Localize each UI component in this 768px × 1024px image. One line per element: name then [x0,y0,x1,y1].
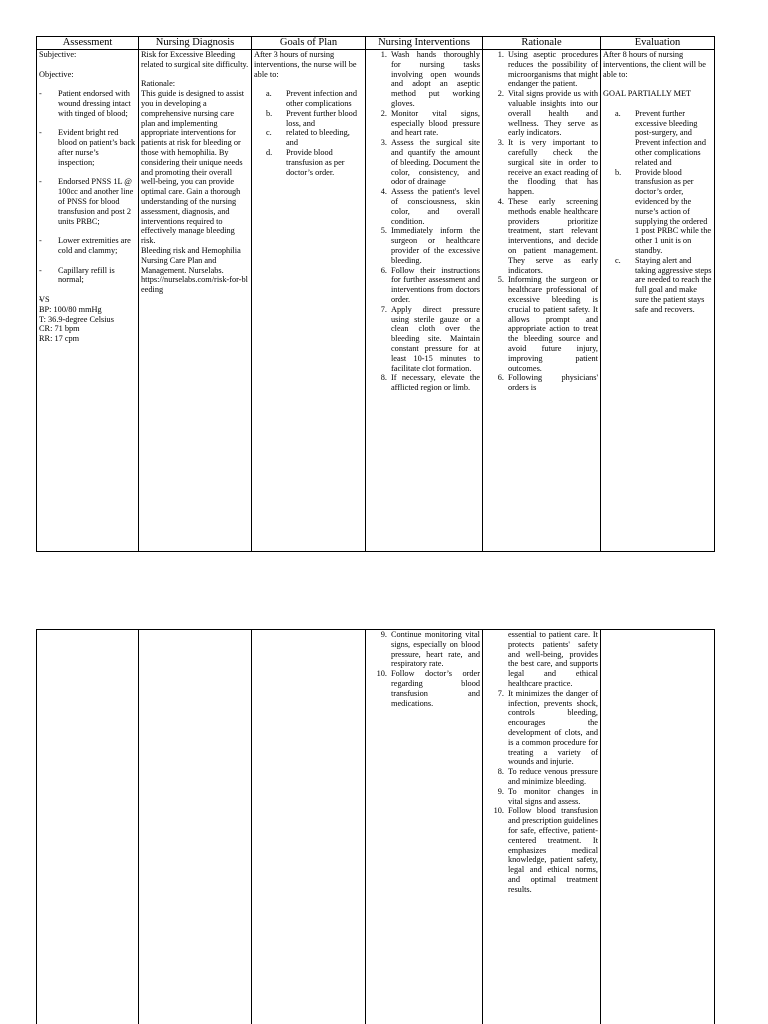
interventions-cell [366,50,483,552]
list-item: 3. It is very important to carefully check the surgical site in order to receive an exact reading of the flooding that has happen. [497,138,598,197]
goal-status: GOAL PARTIALLY MET [603,89,692,99]
vital-respiratory-rate: RR: 17 cpm [39,334,80,344]
list-item: 4. These early screening methods enable healthcare providers prioritize treatment, start relevant interventions, and decide on patient management. They serve as early indicators. [497,196,598,275]
vital-cardiac-rate: CR: 71 bpm [39,324,80,334]
objective-label: Objective: [39,69,74,79]
nursing-care-plan-table-continued [36,629,715,1024]
list-item: 5. Immediately inform the surgeon or healthcare provider of the excessive bleeding. [380,226,480,265]
rationale-list-continued [485,689,598,895]
rationale-cell-continued [483,630,601,1024]
evaluation-list [603,109,712,315]
list-item: 3. Assess the surgical site and quantify the amount of bleeding. Document the color, consistency, and odor of drainage [380,138,480,187]
list-item: - Patient endorsed with wound dressing intact with tinged of blood; [39,89,136,118]
goals-intro: After 3 hours of nursing interventions, the nurse will be able to: [254,50,357,79]
care-plan-page-1 [36,36,714,552]
evaluation-cell [601,50,715,552]
list-item: 6. Following physicians' orders is [497,373,598,393]
interventions-cell-continued [366,630,483,1024]
list-item: 2. Monitor vital signs, especially blood pressure and heart rate. [380,108,480,138]
rationale-cell [483,50,601,552]
goals-cell-continued [252,630,366,1024]
header-goals-of-plan: Goals of Plan [252,37,366,50]
evaluation-cell-continued [601,630,715,1024]
nursing-diagnosis-cell-continued [139,630,252,1024]
list-item: 9. Continue monitoring vital signs, especially on blood pressure, heart rate, and respiratory rate. [380,630,480,669]
list-item: 5. Informing the surgeon or healthcare professional of excessive bleeding is crucial to patient safety. It allows prompt and appropriate action to treat the bleeding source and avoid future injury, improving patient outcomes. [497,275,598,373]
list-item: 9. To monitor changes in vital signs and assess. [497,786,598,806]
list-item: 8. If necessary, elevate the afflicted region or limb. [380,373,480,393]
list-item: - Lower extremities are cold and clammy; [39,236,136,256]
diagnosis-rationale-text: This guide is designed to assist you in developing a comprehensive nursing care plan and implementing appropriate interventions for patients at risk for bleeding or those with hemophilia. By considering their unique needs and promoting their overall well-being, you can provide optimal care. Gain a thorough understanding of the nursing assessment, diagnosis, and interventions required to effectively manage bleeding risk. [141,89,245,246]
list-item: - Capillary refill is normal; [39,266,136,286]
nursing-diagnosis-cell [139,50,252,552]
list-item: 6. Follow their instructions for further assessment and interventions from doctors order. [380,265,480,304]
goals-list [254,89,363,177]
vital-bp: BP: 100/80 mmHg [39,304,102,314]
reference-url: https://nurselabs.com/risk-for-bleeding [141,275,248,295]
table-body-row [37,630,715,1024]
diagnosis-rationale-label: Rationale: [141,79,176,89]
list-item: - Evident bright red blood on patient’s back after nurse’s inspection; [39,128,136,167]
list-item: c. Staying alert and taking aggressive steps are needed to reach the full goal and make sure the patient stays safe and recovers. [615,255,712,314]
header-assessment: Assessment [37,37,139,50]
list-item: 8. To reduce venous pressure and minimize bleeding. [497,767,598,786]
rationale-list [485,50,598,393]
header-evaluation: Evaluation [601,37,715,50]
list-item: 1. Wash hands thoroughly for nursing tasks involving open wounds and adopt an aseptic method put working gloves. [380,50,480,108]
list-item: 7. Apply direct pressure using sterile gauze or a clean cloth over the bleeding site. Maintain constant pressure for at least 10-15 minutes to facilitate clot formation. [380,304,480,373]
interventions-list-continued [368,630,480,708]
list-item: 1. Using aseptic procedures reduces the possibility of microorganisms that might endanger the patient. [497,50,598,89]
header-nursing-diagnosis: Nursing Diagnosis [139,37,252,50]
assessment-cell [37,50,139,552]
assessment-cell-continued [37,630,139,1024]
list-item: b. Provide blood transfusion as per doctor’s order, evidenced by the nurse’s action of supplying the ordered 1 post PRBC while the other 1 unit is on standby. [615,167,712,255]
diagnosis-reference: Bleeding risk and Hemophilia Nursing Care Plan and Management. Nurselabs. [141,245,241,275]
vital-temperature: T: 36.9-degree Celsius [39,314,114,324]
list-item: 4. Assess the patient's level of consciousness, skin color, and overall condition. [380,187,480,226]
list-item: 7. It minimizes the danger of infection, prevents shock, controls bleeding, encourages the development of clots, and is a common procedure for treating a variety of wounds and injurie. [497,688,598,767]
table-body-row [37,50,715,552]
subjective-label: Subjective: [39,50,77,59]
header-nursing-interventions: Nursing Interventions [366,37,483,50]
list-item: 10. Follow blood transfusion and prescription guidelines for safe, effective, patient-centered treatment. It emphasizes medical knowledge, patient safety, legal and ethical norms, and optimal treatment results. [493,806,598,894]
interventions-list [368,50,480,393]
list-item: d. Provide blood transfusion as per doctor’s order. [266,147,345,177]
list-item: - Endorsed PNSS 1L @ 100cc and another line of PNSS for blood transfusion and post 2 units PRBC; [39,177,136,226]
list-item: a. Prevent further excessive bleeding post-surgery, and Prevent infection and other complications related and [615,108,706,167]
vital-signs-label: VS [39,294,50,304]
goals-cell [252,50,366,552]
header-rationale: Rationale [483,37,601,50]
table-header-row [37,37,715,50]
nursing-care-plan-table [36,36,715,552]
list-item: 10. Follow doctor’s order regarding blood transfusion and medications. [376,669,480,708]
list-item: c. related to bleeding, and [266,128,350,148]
list-item: b. Prevent further blood loss, and [266,108,357,128]
list-item: 2. Vital signs provide us with valuable insights into our overall health and wellness. They serve as early indicators. [497,89,598,138]
evaluation-intro: After 8 hours of nursing interventions, the client will be able to: [603,50,706,79]
care-plan-page-2 [36,629,714,1024]
objective-findings-list [39,89,136,285]
rationale-continuation: essential to patient care. It protects patients' safety and well-being, provides the best care, and supports legal and ethical healthcare practice. [508,630,598,688]
diagnosis-statement: Risk for Excessive Bleeding related to surgical site difficulty. [141,50,249,69]
list-item: a. Prevent infection and other complications [266,89,357,108]
